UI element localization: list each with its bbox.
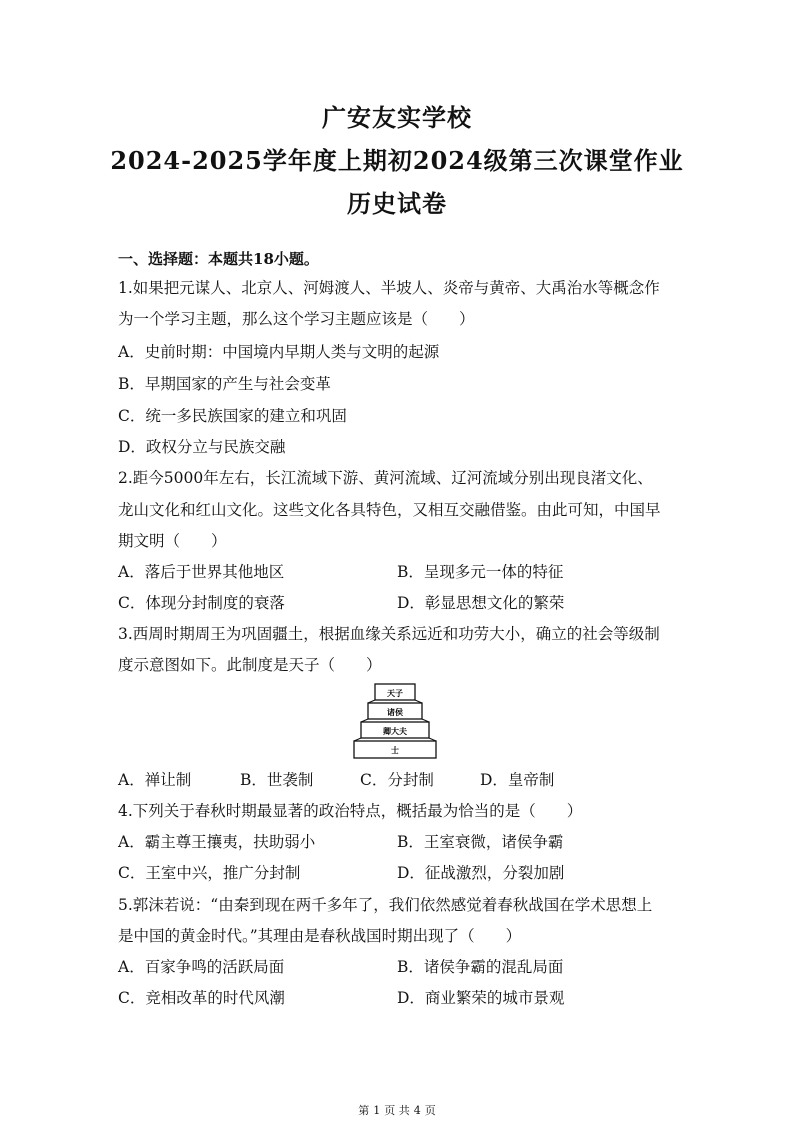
q2-option-d: D．彰显思想文化的繁荣	[397, 594, 565, 612]
q3-stem-line-1: 3.西周时期周王为巩固疆土，根据血缘关系远近和功劳大小，确立的社会等级制	[118, 625, 660, 643]
hierarchy-pyramid-diagram	[352, 681, 442, 766]
q4-option-c: C．王室中兴，推广分封制	[118, 864, 301, 882]
pyramid-label-1: 天子	[387, 689, 403, 698]
page-footer	[0, 1102, 794, 1118]
q3-option-a: A．禅让制	[118, 771, 192, 789]
exam-subject: 历史试卷	[347, 189, 447, 218]
q4-stem-line-1: 4.下列关于春秋时期最显著的政治特点，概括最为恰当的是（ ）	[118, 802, 583, 820]
section-title: 一、选择题：本题共18小题。	[118, 250, 319, 268]
q4-option-b: B．王室衰微，诸侯争霸	[397, 833, 564, 851]
school-name: 广安友实学校	[322, 103, 472, 132]
q5-option-d: D．商业繁荣的城市景观	[397, 989, 565, 1007]
q5-option-c: C．竞相改革的时代风潮	[118, 989, 285, 1007]
q2-stem-line-1: 2.距今5000年左右，长江流域下游、黄河流域、辽河流域分别出现良渚文化、	[118, 469, 653, 487]
footer-prefix: 第	[358, 1104, 370, 1117]
q1-stem-line-1: 1.如果把元谋人、北京人、河姆渡人、半坡人、炎帝与黄帝、大禹治水等概念作	[118, 279, 660, 297]
footer-suffix: 页	[424, 1104, 436, 1117]
q2-option-b: B．呈现多元一体的特征	[397, 563, 564, 581]
footer-mid: 页 共	[384, 1104, 410, 1117]
q5-option-b: B．诸侯争霸的混乱局面	[397, 958, 564, 976]
pyramid-label-3: 卿大夫	[383, 727, 407, 736]
q3-option-b: B．世袭制	[240, 771, 314, 789]
q3-stem-line-2: 度示意图如下。此制度是天子（ ）	[118, 656, 382, 674]
q2-stem-line-3: 期文明（ ）	[118, 532, 227, 550]
q1-stem-line-2: 为一个学习主题，那么这个学习主题应该是（ ）	[118, 310, 475, 328]
q4-option-a: A．霸主尊王攘夷，扶助弱小	[118, 833, 316, 851]
q4-option-d: D．征战激烈，分裂加剧	[397, 864, 565, 882]
footer-page-number: 1	[373, 1104, 381, 1117]
footer-page-total: 4	[413, 1104, 421, 1117]
q2-option-c: C．体现分封制度的衰落	[118, 594, 285, 612]
q1-option-d: D．政权分立与民族交融	[118, 438, 286, 456]
q5-stem-line-2: 是中国的黄金时代。”其理由是春秋战国时期出现了（ ）	[118, 927, 522, 945]
q3-option-c: C．分封制	[360, 771, 434, 789]
q5-stem-line-1: 5.郭沫若说：“由秦到现在两千多年了，我们依然感觉着春秋战国在学术思想上	[118, 896, 653, 914]
q2-stem-line-2: 龙山文化和红山文化。这些文化各具特色，又相互交融借鉴。由此可知，中国早	[118, 501, 661, 519]
exam-subtitle: 2024-2025学年度上期初2024级第三次课堂作业	[110, 146, 684, 175]
pyramid-label-2: 诸侯	[387, 708, 403, 717]
pyramid-label-4: 士	[391, 746, 399, 755]
q1-option-b: B．早期国家的产生与社会变革	[118, 375, 331, 393]
q1-option-c: C．统一多民族国家的建立和巩固	[118, 407, 347, 425]
q2-option-a: A．落后于世界其他地区	[118, 563, 285, 581]
q3-option-d: D．皇帝制	[480, 771, 555, 789]
q5-option-a: A．百家争鸣的活跃局面	[118, 958, 285, 976]
q1-option-a: A．史前时期：中国境内早期人类与文明的起源	[118, 343, 440, 361]
